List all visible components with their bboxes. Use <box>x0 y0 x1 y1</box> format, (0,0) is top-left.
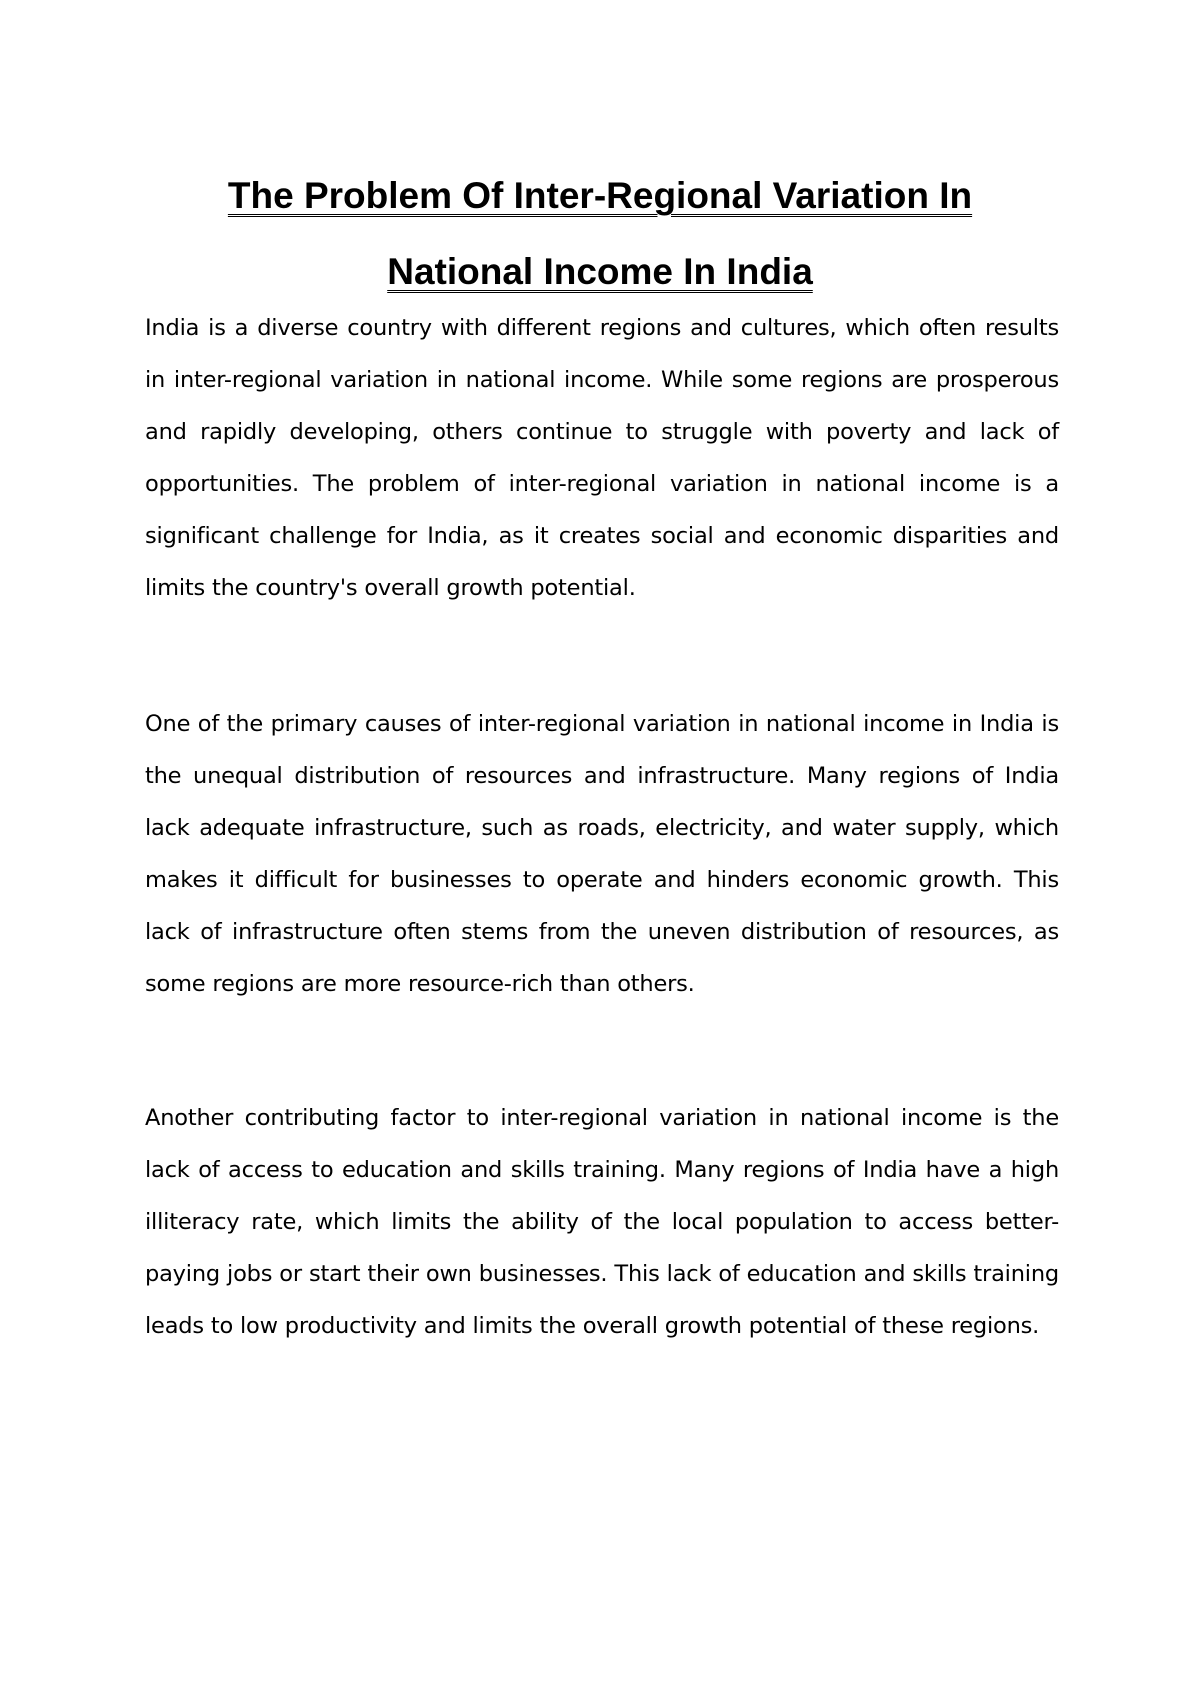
title-line-1: The Problem Of Inter-Regional Variation In <box>227 175 973 216</box>
paragraph-education-skills: Another contributing factor to inter-regional variation in national income is the lack of access to education and skills training. Many regions of India have a high illiteracy rate, which limits the ability of the local population to access better-paying jobs or start their own businesses. This lack of education and skills training leads to low productivity and limits the overall growth potential of these regions. <box>145 1105 1059 1339</box>
title-line-2: National Income In India <box>387 251 813 292</box>
paragraph-intro: India is a diverse country with different regions and cultures, which often results in inter-regional variation in national income. While some regions are prosperous and rapidly developing, others continue to struggle with poverty and lack of opportunities. The problem of inter-regional variation in national income is a significant challenge for India, as it creates social and economic disparities and limits the country's overall growth potential. <box>145 315 1059 601</box>
paragraph-resources-infrastructure: One of the primary causes of inter-regional variation in national income in India is the unequal distribution of resources and infrastructure. Many regions of India lack adequate infrastructure, such as roads, electricity, and water supply, which makes it difficult for businesses to operate and hinders economic growth. This lack of infrastructure often stems from the uneven distribution of resources, as some regions are more resource-rich than others. <box>145 711 1059 997</box>
document-title <box>145 170 1055 322</box>
